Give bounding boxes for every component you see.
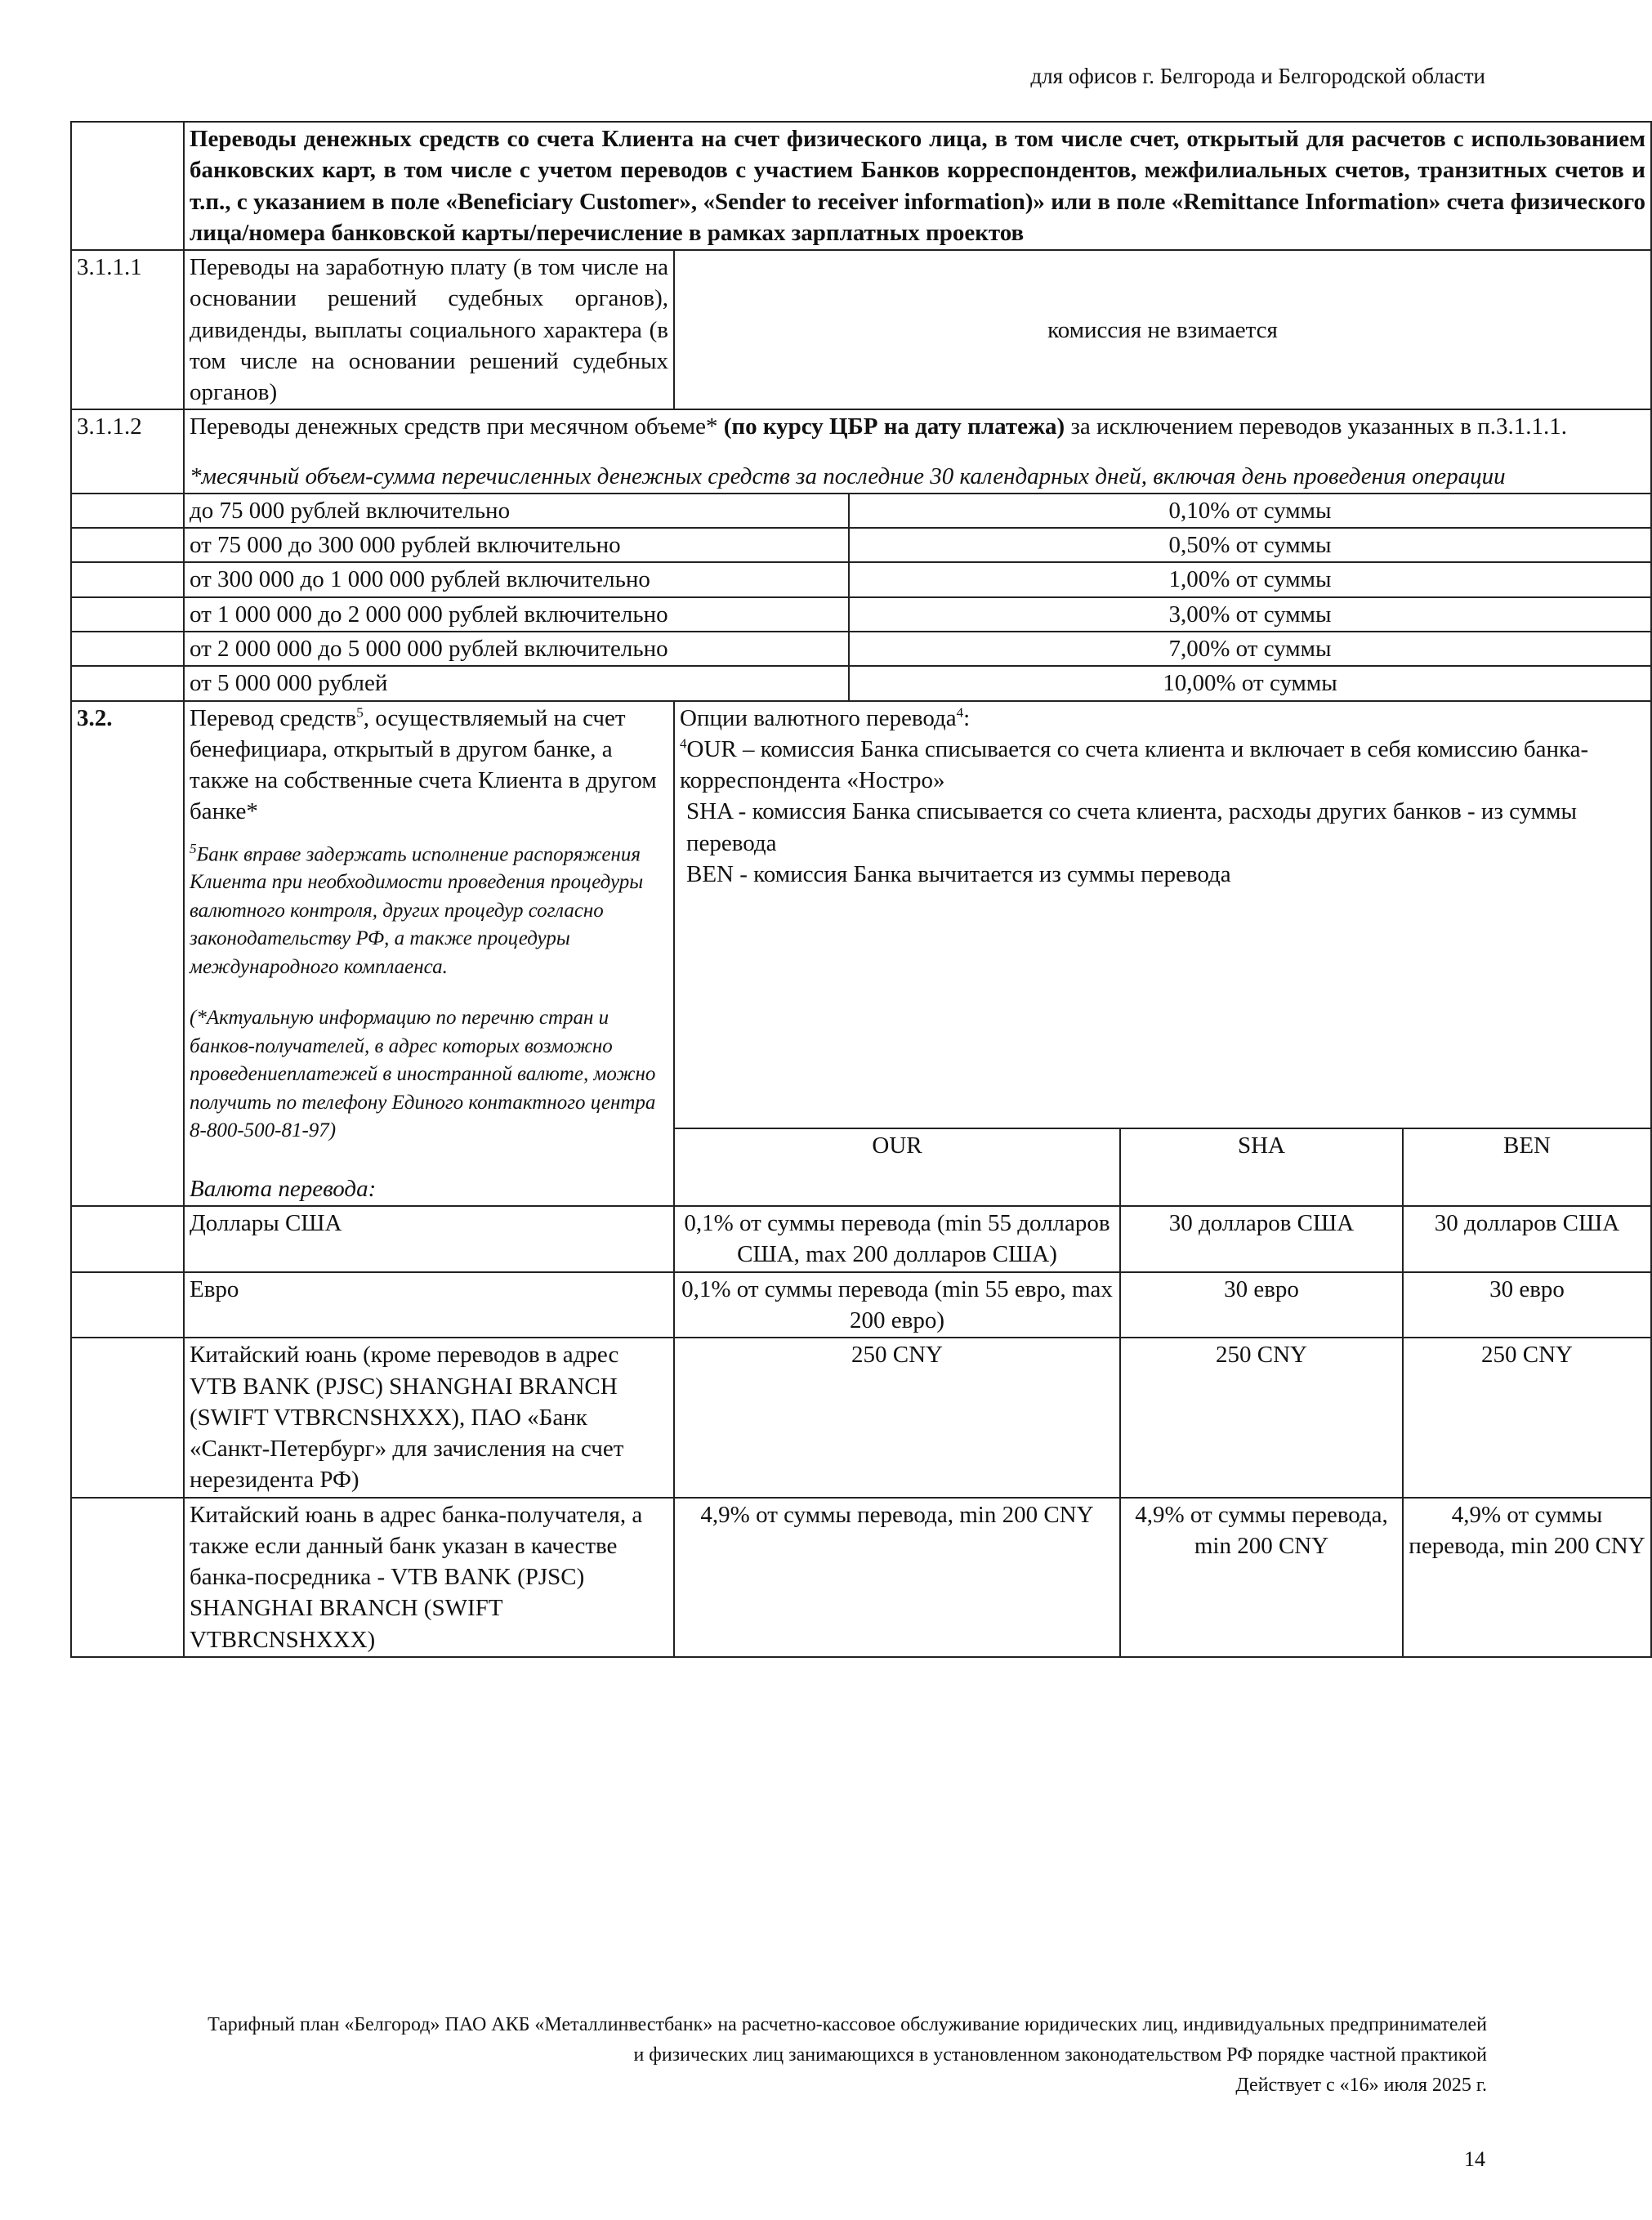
fee-ben: 250 CNY (1403, 1338, 1651, 1497)
currency-row (71, 1272, 1651, 1338)
row-3112 (71, 409, 1651, 494)
tier-row (71, 562, 1651, 596)
tier-fee: 3,00% от суммы (849, 597, 1651, 632)
row-3111-text: Переводы на заработную плату (в том числе на основании решений судебных органов), дивиденды, выплаты социального характера (в том числе на основании решений судебных органов) (184, 250, 674, 409)
column-sha: SHA (1120, 1128, 1403, 1206)
fee-our: 0,1% от суммы перевода (min 55 долларов США, max 200 долларов США) (674, 1206, 1120, 1272)
tier-row (71, 597, 1651, 632)
footer-effective-date: Действует с «16» июля 2025 г. (1235, 2075, 1487, 2097)
row-3112-note: *месячный объем-сумма перечисленных денежных средств за последние 30 календарных дней, включая день проведения операции (190, 462, 1506, 489)
footnote-star-text: (*Актуальную информацию по перечню стран и банков-получателей, в адрес которых возможно проведениеплатежей в иностранной валюте, можно получить по телефону Единого контактного центра 8-800-500-81-97) (190, 1007, 656, 1142)
fee-sha: 30 евро (1120, 1272, 1403, 1338)
footer (70, 2010, 1487, 2102)
footnote-5-text: $^5$Банк вправе задержать исполнение распоряжения Клиента при необходимости проведения процедуры валютного контроля, других процедур согласно законодательству РФ, а также процедуры международного комплаенса. (190, 840, 644, 978)
currency-name: Китайский юань (кроме переводов в адрес VTB BANK (PJSC) SHANGHAI BRANCH (SWIFT VTBRCNSHXXX), ПАО «Банк «Санкт-Петербург» для зачисления на счет нерезидента РФ) (184, 1338, 674, 1497)
fee-sha: 4,9% от суммы перевода, min 200 CNY (1120, 1498, 1403, 1657)
tier-range: от 75 000 до 300 000 рублей включительно (184, 528, 849, 562)
row-3111 (71, 250, 1651, 409)
currency-row (71, 1498, 1651, 1657)
tier-fee: 1,00% от суммы (849, 562, 1651, 596)
our-description: OUR – комиссия Банка списывается со счета клиента и включает в себя комиссию банка-корреспондента «Ностро» (680, 735, 1589, 794)
row-3112-num: 3.1.1.2 (71, 409, 184, 494)
row-3112-text-a: Переводы денежных средств при месячном объеме* (190, 413, 718, 440)
section-32-title-b: , осуществляемый на счет бенефициара, открытый в другом банке, а также на собственные счета Клиента в другом банке* (190, 704, 657, 825)
fee-our: 4,9% от суммы перевода, min 200 CNY (674, 1498, 1120, 1657)
section-32-description (184, 701, 674, 1207)
fee-sha: 250 CNY (1120, 1338, 1403, 1497)
currency-name: Китайский юань в адрес банка-получателя, а также если данный банк указан в качестве банка-посредника - VTB BANK (PJSC) SHANGHAI BRANCH (SWIFT VTBRCNSHXXX) (184, 1498, 674, 1657)
footer-line-2: и физических лиц занимающихся в установленном законодательством РФ порядке частной практикой (633, 2044, 1487, 2066)
column-ben: BEN (1403, 1128, 1651, 1206)
fee-ben: 30 долларов США (1403, 1206, 1651, 1272)
tier-range: от 300 000 до 1 000 000 рублей включительно (184, 562, 849, 596)
currency-row (71, 1206, 1651, 1272)
options-cell: Опции валютного перевода$^4$: $^4$OUR – комиссия Банка списывается со счета клиента и включает в себя комиссию банка-корреспондента «Ностро» SHA - комиссия Банка списывается со счета клиента, расходы других банков - из суммы перевода BEN - комиссия Банка вычитается из суммы перевода (674, 701, 1651, 1129)
row-3112-text-b: за исключением переводов указанных в п.3.1.1.1. (1070, 413, 1567, 440)
tier-range: от 2 000 000 до 5 000 000 рублей включительно (184, 632, 849, 666)
footer-line-1: Тарифный план «Белгород» ПАО АКБ «Металлинвестбанк» на расчетно-кассовое обслуживание юридических лиц, индивидуальных предпринимателей (208, 2014, 1487, 2035)
row-3111-num: 3.1.1.1 (71, 250, 184, 409)
tier-fee: 10,00% от суммы (849, 666, 1651, 700)
tier-fee: 0,10% от суммы (849, 494, 1651, 528)
tariff-table (70, 121, 1652, 1658)
row-3111-fee: комиссия не взимается (674, 250, 1651, 409)
currency-label: Валюта перевода: (190, 1175, 377, 1202)
fee-our: 250 CNY (674, 1338, 1120, 1497)
section-32-title-a: Перевод средств (190, 704, 357, 731)
tier-range: от 1 000 000 до 2 000 000 рублей включительно (184, 597, 849, 632)
sha-description: SHA - комиссия Банка списывается со счета клиента, расходы других банков - из суммы перевода (686, 798, 1577, 856)
section-31-title-row (71, 122, 1651, 250)
ben-description: BEN - комиссия Банка вычитается из суммы перевода (686, 860, 1231, 887)
tier-range: от 5 000 000 рублей (184, 666, 849, 700)
row-3112-text-bold: (по курсу ЦБР на дату платежа) (723, 413, 1065, 440)
section-31-title: Переводы денежных средств со счета Клиента на счет физического лица, в том числе счет, открытый для расчетов с использованием банковских карт, в том числе с учетом переводов с участием Банков корреспондентов, межфилиальных счетов, транзитных счетов и т.п., с указанием в поле «Beneficiary Customer», «Sender to receiver information)» или в поле «Remittance Information» счета физического лица/номера банковской карты/перечисление в рамках зарплатных проектов (184, 122, 1651, 250)
tier-row (71, 666, 1651, 700)
fee-sha: 30 долларов США (1120, 1206, 1403, 1272)
section-32-num: 3.2. (71, 701, 184, 1207)
tier-fee: 0,50% от суммы (849, 528, 1651, 562)
currency-name: Евро (184, 1272, 674, 1338)
row-3112-text (184, 409, 1651, 494)
tier-row (71, 494, 1651, 528)
tier-row (71, 528, 1651, 562)
column-our: OUR (674, 1128, 1120, 1206)
section-32-options-row (71, 701, 1651, 1129)
page-number: 14 (1464, 2147, 1485, 2171)
fee-ben: 4,9% от суммы перевода, min 200 CNY (1403, 1498, 1651, 1657)
fee-ben: 30 евро (1403, 1272, 1651, 1338)
currency-row (71, 1338, 1651, 1497)
header-office-note: для офисов г. Белгорода и Белгородской области (1030, 64, 1485, 88)
empty-num-cell (71, 122, 184, 250)
footnote-5-ref: 5 (356, 704, 364, 720)
tier-fee: 7,00% от суммы (849, 632, 1651, 666)
currency-name: Доллары США (184, 1206, 674, 1272)
tier-range: до 75 000 рублей включительно (184, 494, 849, 528)
options-title-a: Опции валютного перевода (680, 704, 957, 731)
tier-row (71, 632, 1651, 666)
fee-our: 0,1% от суммы перевода (min 55 евро, max 200 евро) (674, 1272, 1120, 1338)
